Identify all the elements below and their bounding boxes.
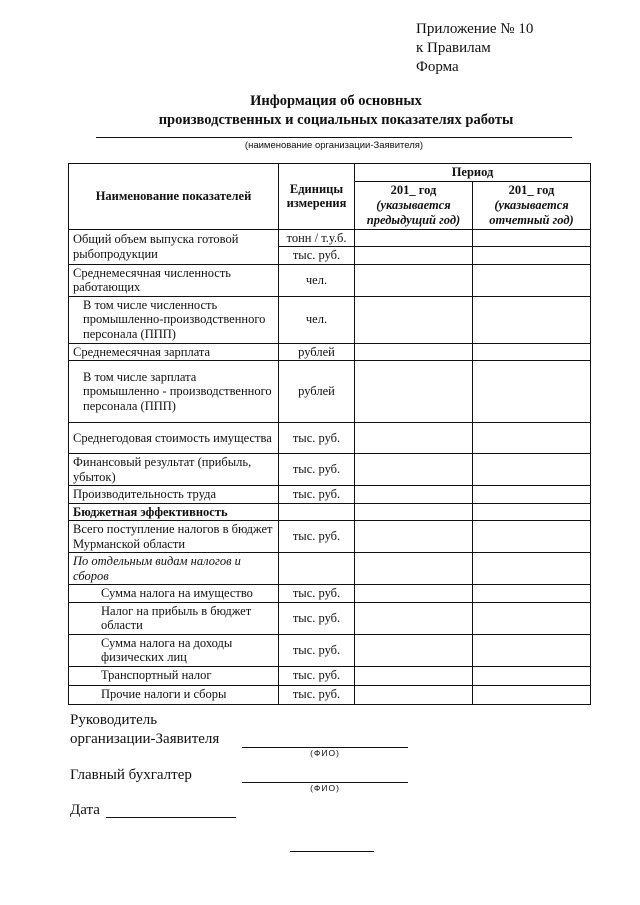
footer-line xyxy=(290,851,374,852)
head-label-line-1: Руководитель xyxy=(70,712,158,728)
header-reporting-year xyxy=(473,181,591,229)
table-row xyxy=(69,602,591,634)
value-cell-reporting[interactable] xyxy=(473,343,591,361)
value-cell-reporting[interactable] xyxy=(473,247,591,265)
indicator-name: В том числе зарплата промышленно - производственного персонала (ППП) xyxy=(69,361,279,423)
value-cell-previous[interactable] xyxy=(355,503,473,521)
table-row xyxy=(69,666,591,685)
indicator-unit: тыс. руб. xyxy=(279,602,355,634)
value-cell-previous[interactable] xyxy=(355,666,473,685)
value-cell-reporting[interactable] xyxy=(473,229,591,247)
table-row xyxy=(69,486,591,504)
value-cell-reporting[interactable] xyxy=(473,454,591,486)
table-row xyxy=(69,423,591,454)
indicator-name: Среднемесячная численность работающих xyxy=(69,264,279,296)
value-cell-previous[interactable] xyxy=(355,521,473,553)
indicator-unit xyxy=(279,553,355,585)
date-line[interactable] xyxy=(106,817,236,818)
table-row xyxy=(69,685,591,704)
value-cell-previous[interactable] xyxy=(355,454,473,486)
table-row xyxy=(69,585,591,603)
indicator-unit: тыс. руб. xyxy=(279,454,355,486)
table-row xyxy=(69,229,591,247)
header-unit: Единицы измерения xyxy=(279,164,355,230)
value-cell-previous[interactable] xyxy=(355,247,473,265)
appendix-header xyxy=(416,20,533,77)
indicator-name: Прочие налоги и сборы xyxy=(69,685,279,704)
indicator-unit: тыс. руб. xyxy=(279,685,355,704)
value-cell-previous[interactable] xyxy=(355,486,473,504)
organization-caption: (наименование организации-Заявителя) xyxy=(244,140,424,151)
accountant-label: Главный бухгалтер xyxy=(70,767,192,783)
value-cell-previous[interactable] xyxy=(355,553,473,585)
previous-year-note: (указывается предыдущий год) xyxy=(366,197,461,227)
value-cell-reporting[interactable] xyxy=(473,503,591,521)
indicator-name: Среднегодовая стоимость имущества xyxy=(69,423,279,454)
table-row xyxy=(69,343,591,361)
table-row xyxy=(69,503,591,521)
head-label-line-2: организации-Заявителя xyxy=(70,731,220,747)
title-line-2: производственных и социальных показателях работы xyxy=(158,112,514,128)
indicator-name: Сумма налога на имущество xyxy=(69,585,279,603)
date-label: Дата xyxy=(70,802,100,818)
indicators-table xyxy=(68,163,591,705)
indicator-unit: чел. xyxy=(279,264,355,296)
indicator-unit: тыс. руб. xyxy=(279,521,355,553)
indicator-name: Сумма налога на доходы физических лиц xyxy=(69,634,279,666)
value-cell-reporting[interactable] xyxy=(473,361,591,423)
value-cell-reporting[interactable] xyxy=(473,553,591,585)
table-row xyxy=(69,553,591,585)
table-row xyxy=(69,361,591,423)
appendix-rules: к Правилам xyxy=(416,40,491,56)
indicator-name: Всего поступление налогов в бюджет Мурманской области xyxy=(69,521,279,553)
indicator-name: В том числе численность промышленно-производственного персонала (ППП) xyxy=(69,296,279,343)
previous-year-label: 201_ год xyxy=(390,182,437,197)
value-cell-reporting[interactable] xyxy=(473,486,591,504)
indicator-unit: тыс. руб. xyxy=(279,423,355,454)
title-line-1: Информация об основных xyxy=(250,93,422,109)
appendix-number: Приложение № 10 xyxy=(416,21,534,37)
header-period: Период xyxy=(355,164,591,182)
table-row xyxy=(69,634,591,666)
value-cell-previous[interactable] xyxy=(355,229,473,247)
indicator-name: Налог на прибыль в бюджет области xyxy=(69,602,279,634)
table-row xyxy=(69,296,591,343)
value-cell-previous[interactable] xyxy=(355,264,473,296)
indicator-unit: тыс. руб. xyxy=(279,247,355,265)
value-cell-reporting[interactable] xyxy=(473,585,591,603)
value-cell-previous[interactable] xyxy=(355,602,473,634)
indicator-name: Общий объем выпуска готовой рыбопродукции xyxy=(69,229,279,264)
organization-name-line xyxy=(96,137,572,138)
reporting-year-label: 201_ год xyxy=(508,182,555,197)
header-indicator-name: Наименование показателей xyxy=(69,164,279,230)
appendix-form: Форма xyxy=(416,59,459,75)
value-cell-previous[interactable] xyxy=(355,685,473,704)
section-budget-efficiency: Бюджетная эффективность xyxy=(69,503,279,521)
indicator-unit: тыс. руб. xyxy=(279,634,355,666)
indicator-unit: тыс. руб. xyxy=(279,585,355,603)
accountant-fio-caption: (ФИО) xyxy=(310,783,340,793)
indicator-unit: тыс. руб. xyxy=(279,486,355,504)
value-cell-previous[interactable] xyxy=(355,634,473,666)
value-cell-previous[interactable] xyxy=(355,343,473,361)
indicator-name: Среднемесячная зарплата xyxy=(69,343,279,361)
head-fio-caption: (ФИО) xyxy=(310,748,340,758)
head-signature-label xyxy=(70,711,219,749)
indicator-name: Производительность труда xyxy=(69,486,279,504)
value-cell-previous[interactable] xyxy=(355,585,473,603)
table-row xyxy=(69,454,591,486)
indicator-unit: рублей xyxy=(279,361,355,423)
value-cell-previous[interactable] xyxy=(355,361,473,423)
value-cell-reporting[interactable] xyxy=(473,521,591,553)
value-cell-previous[interactable] xyxy=(355,423,473,454)
indicator-name: Финансовый результат (прибыль, убыток) xyxy=(69,454,279,486)
value-cell-reporting[interactable] xyxy=(473,423,591,454)
indicator-unit: тыс. руб. xyxy=(279,666,355,685)
document-title xyxy=(0,92,640,130)
indicator-unit: чел. xyxy=(279,296,355,343)
indicator-unit xyxy=(279,503,355,521)
header-previous-year xyxy=(355,181,473,229)
indicator-unit: рублей xyxy=(279,343,355,361)
value-cell-reporting[interactable] xyxy=(473,666,591,685)
table-row xyxy=(69,521,591,553)
table-row xyxy=(69,264,591,296)
indicator-name: Транспортный налог xyxy=(69,666,279,685)
section-by-tax-type: По отдельным видам налогов и сборов xyxy=(69,553,279,585)
value-cell-reporting[interactable] xyxy=(473,264,591,296)
value-cell-previous[interactable] xyxy=(355,296,473,343)
reporting-year-note: (указывается отчетный год) xyxy=(489,197,574,227)
indicator-unit: тонн / т.у.б. xyxy=(279,229,355,247)
value-cell-reporting[interactable] xyxy=(473,602,591,634)
value-cell-reporting[interactable] xyxy=(473,296,591,343)
value-cell-reporting[interactable] xyxy=(473,634,591,666)
value-cell-reporting[interactable] xyxy=(473,685,591,704)
